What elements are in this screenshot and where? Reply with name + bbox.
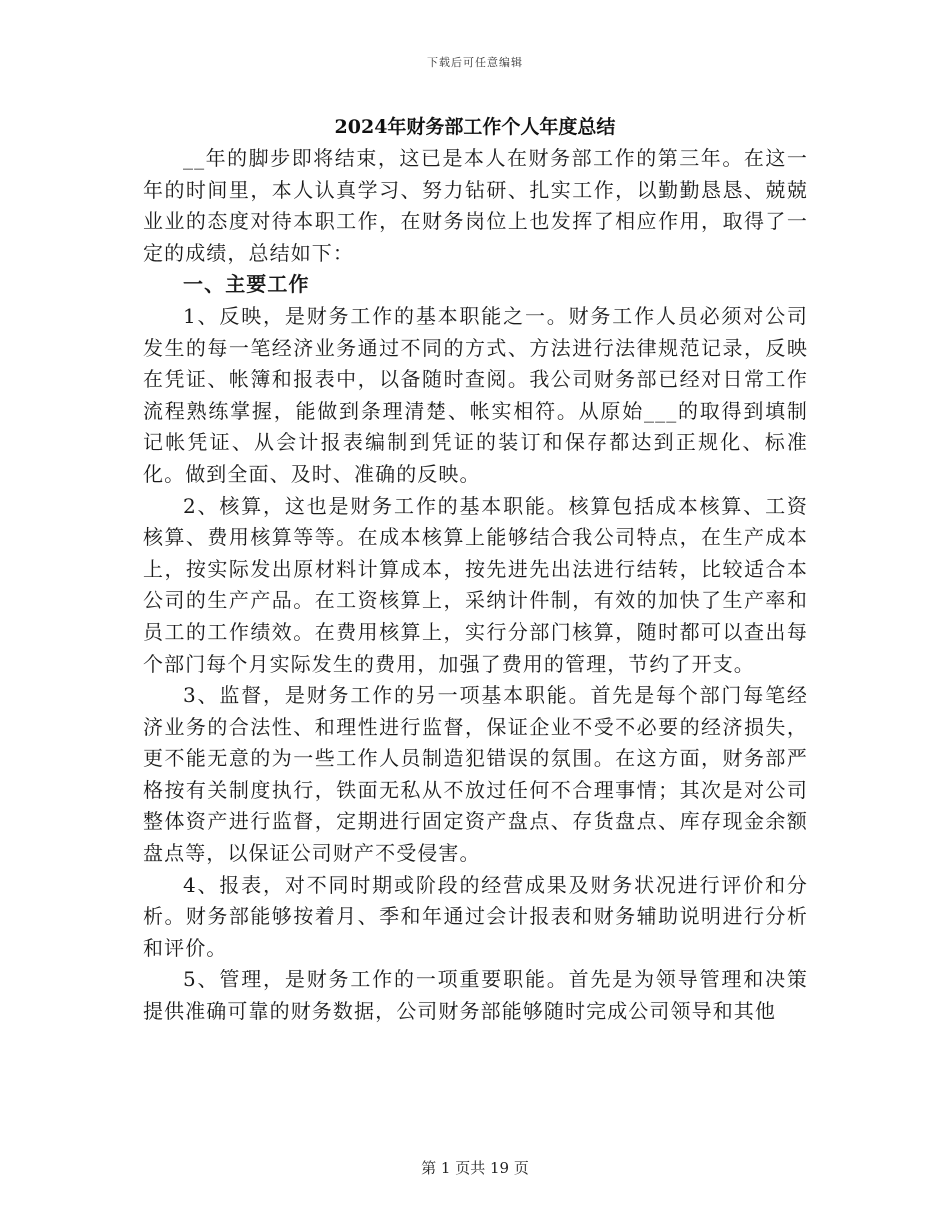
intro-paragraph: __年的脚步即将结束，这已是本人在财务部工作的第三年。在这一年的时间里，本人认真学习、努力钻研、扎实工作，以勤勤恳恳、兢兢业业的态度对待本职工作，在财务岗位上也发挥了相应作用，取得了一定的成绩，总结如下：: [143, 146, 808, 265]
paragraph-reflect: 1、反映，是财务工作的基本职能之一。财务工作人员必须对公司发生的每一笔经济业务通过不同的方式、方法进行法律规范记录，反映在凭证、帐簿和报表中，以备随时查阅。我公司财务部已经对日常工作流程熟练掌握，能做到条理清楚、帐实相符。从原始___的取得到填制记帐凭证、从会计报表编制到凭证的装订和保存都达到正规化、标准化。做到全面、及时、准确的反映。: [143, 303, 808, 486]
page-header-note: 下载后可任意编辑: [427, 56, 523, 69]
paragraph-management: 5、管理，是财务工作的一项重要职能。首先是为领导管理和决策提供准确可靠的财务数据，公司财务部能够随时完成公司领导和其他: [143, 967, 808, 1024]
paragraph-supervision: 3、监督，是财务工作的另一项基本职能。首先是每个部门每笔经济业务的合法性、和理性进行监督，保证企业不受不必要的经济损失，更不能无意的为一些工作人员制造犯错误的氛围。在这方面，财务部严格按有关制度执行，铁面无私从不放过任何不合理事情；其次是对公司整体资产进行监督，定期进行固定资产盘点、存货盘点、库存现金余额盘点等，以保证公司财产不受侵害。: [143, 683, 808, 866]
page-number-footer: 第 1 页共 19 页: [421, 1159, 529, 1177]
paragraph-accounting: 2、核算，这也是财务工作的基本职能。核算包括成本核算、工资核算、费用核算等等。在成本核算上能够结合我公司特点，在生产成本上，按实际发出原材料计算成本，按先进先出法进行结转，比较适合本公司的生产产品。在工资核算上，采纳计件制，有效的加快了生产率和员工的工作绩效。在费用核算上，实行分部门核算，随时都可以查出每个部门每个月实际发生的费用，加强了费用的管理，节约了开支。: [143, 493, 808, 676]
document-body: [143, 143, 808, 1028]
section-heading: 一、主要工作: [183, 272, 310, 297]
paragraph-reports: 4、报表，对不同时期或阶段的经营成果及财务状况进行评价和分析。财务部能够按着月、季和年通过会计报表和财务辅助说明进行分析和评价。: [143, 872, 808, 960]
document-title: 2024年财务部工作个人年度总结: [334, 116, 616, 138]
